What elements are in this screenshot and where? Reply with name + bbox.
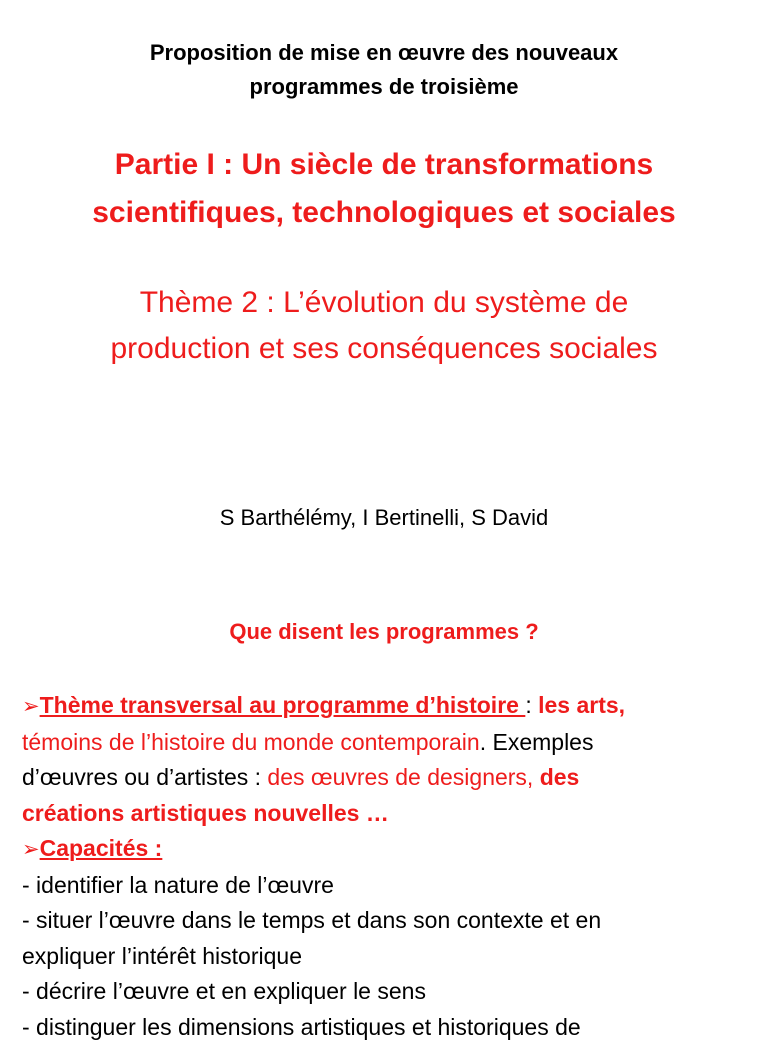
section1-des: des: [540, 764, 580, 790]
partie-line-2: scientifiques, technologiques et sociales: [20, 189, 748, 237]
arrow-bullet-icon: ➢: [22, 695, 40, 718]
section2-heading: Capacités :: [40, 835, 163, 861]
list-item: expliquer l’intérêt historique: [22, 939, 722, 975]
section1-heading-line: [22, 688, 722, 725]
body-text: [22, 688, 722, 1045]
arrow-bullet-icon: ➢: [22, 838, 40, 861]
section1-creations: créations artistiques nouvelles …: [22, 796, 722, 832]
authors-line: S Barthélémy, I Bertinelli, S David: [20, 502, 748, 534]
theme-line-2: production et ses conséquences sociales: [20, 326, 748, 372]
section1-designers: des œuvres de designers,: [267, 764, 539, 790]
title-line-1: Proposition de mise en œuvre des nouveaux: [40, 36, 728, 70]
list-item: - distinguer les dimensions artistiques et historiques de: [22, 1010, 722, 1045]
section1-arts: les arts,: [538, 692, 625, 718]
section1-heading: Thème transversal au programme d’histoire: [40, 692, 526, 718]
section1-temoins: témoins de l’histoire du monde contemporain: [22, 729, 480, 755]
list-item: - identifier la nature de l’œuvre: [22, 868, 722, 904]
section1-line-3: [22, 760, 722, 796]
partie-line-1: Partie I : Un siècle de transformations: [20, 141, 748, 189]
theme-heading: [20, 280, 748, 372]
list-item: - situer l’œuvre dans le temps et dans son contexte et en: [22, 903, 722, 939]
partie-heading: [20, 141, 748, 237]
section1-oeuvres-prefix: d’œuvres ou d’artistes :: [22, 764, 267, 790]
theme-line-1: Thème 2 : L’évolution du système de: [20, 280, 748, 326]
title-line-2: programmes de troisième: [40, 70, 728, 104]
list-item: - décrire l’œuvre et en expliquer le sens: [22, 974, 722, 1010]
section1-separator: :: [525, 692, 538, 718]
section1-line-2: [22, 725, 722, 761]
document-title: [40, 36, 728, 104]
question-heading: Que disent les programmes ?: [20, 616, 748, 648]
section2-heading-line: [22, 831, 722, 868]
section1-after-temoins: . Exemples: [480, 729, 594, 755]
